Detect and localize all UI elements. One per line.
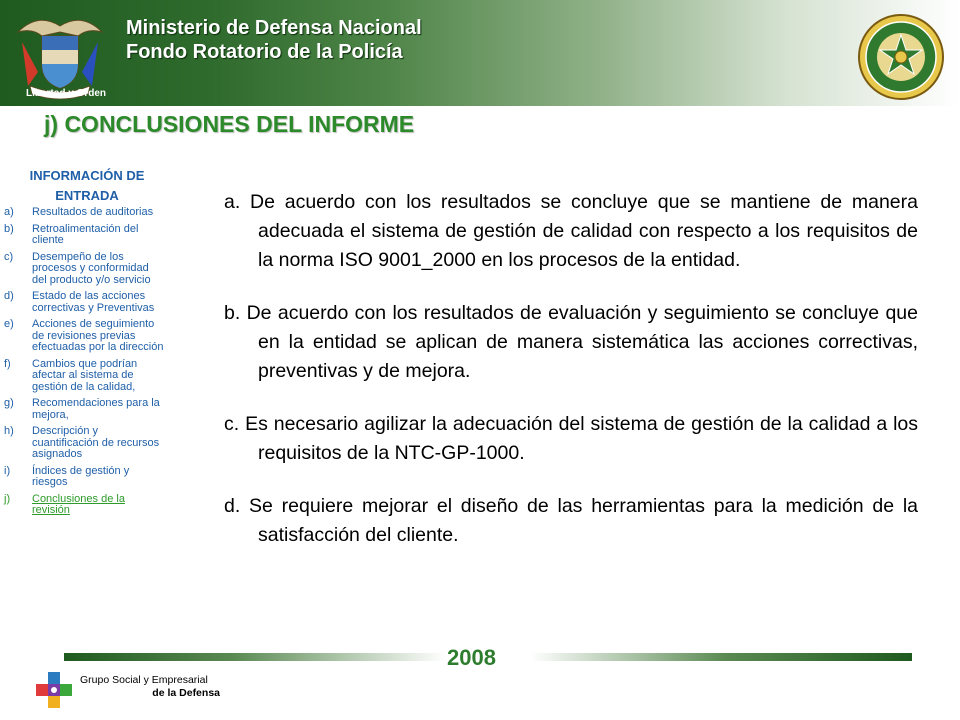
conclusion-paragraph-a: a. De acuerdo con los resultados se concluye que se mantiene de manera adecuada el sistema de gestión de calidad con respecto a los requisitos de la norma ISO 9001_2000 en los procesos de la entidad. [224,191,918,271]
sidebar-item-marker: d) [4,290,14,302]
sidebar-item-marker: c) [4,250,14,263]
sidebar-item-marker: b) [4,222,14,235]
conclusion-paragraph-b: b. De acuerdo con los resultados de evaluación y seguimiento se concluye que en la entidad se aplican de manera sistemática las acciones correctivas, preventivas y de mejora. [224,302,918,382]
sidebar-item-label[interactable]: Conclusiones de la revisión [32,492,125,516]
group-name-line2: de la Defensa [152,687,220,699]
header-titles [126,16,422,64]
sidebar-item-desempeno[interactable] [4,252,164,287]
ministry-name: Ministerio de Defensa Nacional [126,17,422,39]
sidebar-item-marker: i) [4,464,11,477]
sidebar-item-seguimiento[interactable] [4,319,164,354]
sidebar-item-label: Acciones de seguimiento de revisiones previas efectuadas por la dirección [32,318,164,353]
sidebar-title: INFORMACIÓN DE ENTRADA [29,168,145,203]
sidebar-item-marker: j) [4,492,11,505]
sidebar-item-label: Cambios que podrían afectar al sistema de gestión de la calidad, [32,357,138,393]
sidebar-item-label: Desempeño de los procesos y conformidad del producto y/o servicio [32,250,151,286]
sidebar-item-label: Resultados de auditorias [32,206,154,218]
sidebar-item-cambios[interactable] [4,359,164,394]
year-label: 2008 [447,645,496,670]
sidebar-item-label: Recomendaciones para la mejora, [32,397,160,421]
sidebar-item-marker: f) [4,357,11,370]
sidebar [4,166,164,522]
conclusions-body [224,188,918,574]
sidebar-item-retroalimentacion[interactable] [4,224,164,247]
sidebar-list [4,207,164,517]
sidebar-item-marker: a) [4,206,14,218]
sidebar-item-estado-acciones[interactable] [4,291,164,314]
group-logo-icon [34,670,74,710]
sidebar-item-conclusiones[interactable] [4,494,164,517]
sidebar-item-marker: e) [4,318,14,330]
conclusion-paragraph-c: c. Es necesario agilizar la adecuación del sistema de gestión de la calidad a los requisitos de la NTC-GP-1000. [224,413,918,464]
header-banner [0,0,960,106]
page-title: j) CONCLUSIONES DEL INFORME [44,111,415,137]
sidebar-item-indices[interactable] [4,466,164,489]
sidebar-item-label: Estado de las acciones correctivas y Preventivas [32,290,155,314]
motto-caption: Libertad y Orden [25,88,106,99]
police-emblem-icon [856,12,946,102]
sidebar-item-label: Retroalimentación del cliente [32,222,139,246]
group-name-line1: Grupo Social y Empresarial [80,674,208,686]
sidebar-item-recomendaciones[interactable] [4,398,164,421]
sidebar-item-marker: h) [4,425,14,437]
sidebar-item-resultados[interactable] [4,207,164,219]
group-name [80,674,220,700]
sidebar-item-recursos[interactable] [4,426,164,461]
sidebar-item-marker: g) [4,397,14,409]
sidebar-item-label: Descripción y cuantificación de recursos asignados [32,425,160,460]
fund-name: Fondo Rotatorio de la Policía [126,41,403,63]
conclusion-paragraph-d: d. Se requiere mejorar el diseño de las herramientas para la medición de la satisfacción del cliente. [224,495,918,546]
sidebar-item-label: Índices de gestión y riesgos [32,464,130,488]
